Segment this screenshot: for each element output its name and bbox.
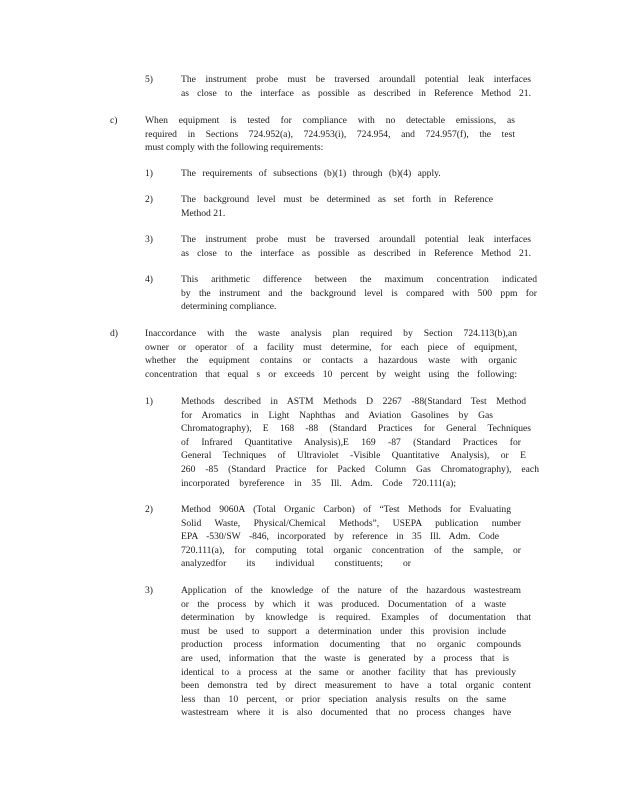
text-line: concentration that equal s or exceeds 10 percent by weight using the following: <box>145 368 517 380</box>
text-line: for Aromatics in Light Naphthas and Aviation Gasolines by Gas <box>181 409 493 421</box>
text-line: determination by knowledge is required. Examples of documentation that <box>181 612 531 624</box>
item-d2-text <box>181 503 521 571</box>
text-line: Method 9060A (Total Organic Carbon) of “Test Methods for Evaluating <box>181 504 511 515</box>
item-d3-marker: 3) <box>145 585 153 596</box>
text-line: EPA -530/SW -846, incorporated by reference in 35 Ill. Adm. Code <box>181 531 499 543</box>
text-line: production process information documenting that no organic compounds <box>181 639 521 651</box>
item-c2-text <box>181 193 493 220</box>
item-c-text <box>145 114 515 155</box>
text-line: This arithmetic difference between the maximum concentration indicated <box>181 274 537 285</box>
text-line: as close to the interface as possible as described in Reference Method 21. <box>181 247 531 259</box>
text-line: Method 21. <box>181 207 226 219</box>
item-d3-text <box>181 584 531 720</box>
item-5-marker: 5) <box>145 74 153 85</box>
text-line: The instrument probe must be traversed aroundall potential leak interfaces <box>181 74 531 85</box>
text-line: owner or operator of a facility must determine, for each piece of equipment, <box>145 341 517 353</box>
item-c3-text <box>181 233 531 260</box>
text-line: Application of the knowledge of the nature of the hazardous wastestream <box>181 585 521 596</box>
item-d1-text <box>181 395 539 490</box>
text-line: are used, information that the waste is generated by a process that is <box>181 652 509 664</box>
text-line: Chromatography), E 168 -88 (Standard Practices for General Techniques <box>181 423 531 435</box>
item-d1-marker: 1) <box>145 396 153 407</box>
item-c3-marker: 3) <box>145 234 153 245</box>
text-line: incorporated byreference in 35 Ill. Adm. Code 720.111(a); <box>181 477 456 489</box>
text-line: Methods described in ASTM Methods D 2267 -88(Standard Test Method <box>181 396 526 407</box>
text-line: analyzedfor its individual constituents; or <box>181 558 411 570</box>
item-d-text <box>145 327 517 381</box>
text-line: 720.111(a), for computing total organic concentration of the sample, or <box>181 544 521 556</box>
text-line: determining compliance. <box>181 301 277 313</box>
item-c4-text <box>181 273 537 314</box>
item-5-text <box>181 73 531 100</box>
text-line: as close to the interface as possible as described in Reference Method 21. <box>181 87 531 99</box>
text-line: 260 -85 (Standard Practice for Packed Column Gas Chromatography), each <box>181 463 539 475</box>
text-line: The requirements of subsections (b)(1) through (b)(4) apply. <box>181 168 441 179</box>
item-d-marker: d) <box>110 328 118 339</box>
text-line: must comply with the following requirements: <box>145 142 324 154</box>
text-line: identical to a process at the same or another facility that has previously <box>181 666 516 678</box>
text-line: Solid Waste, Physical/Chemical Methods”, USEPA publication number <box>181 517 521 529</box>
text-line: The instrument probe must be traversed aroundall potential leak interfaces <box>181 234 531 245</box>
text-line: whether the equipment contains or contacts a hazardous waste with organic <box>145 355 517 367</box>
item-c-marker: c) <box>110 115 118 126</box>
text-line: of Infrared Quantitative Analysis),E 169 -87 (Standard Practices for <box>181 436 521 448</box>
item-c1-text <box>181 167 531 181</box>
item-c4-marker: 4) <box>145 274 153 285</box>
item-d2-marker: 2) <box>145 504 153 515</box>
item-c1-marker: 1) <box>145 168 153 179</box>
text-line: When equipment is tested for compliance with no detectable emissions, as <box>145 115 515 126</box>
text-line: must be used to support a determination under this provision include <box>181 625 506 637</box>
text-line: been demonstra ted by direct measurement to have a total organic content <box>181 680 531 692</box>
text-line: required in Sections 724.952(a), 724.953(i), 724.954, and 724.957(f), the test <box>145 128 515 140</box>
text-line: The background level must be determined as set forth in Reference <box>181 194 493 205</box>
text-line: Inaccordance with the waste analysis plan required by Section 724.113(b),an <box>145 328 517 339</box>
text-line: General Techniques of Ultraviolet -Visible Quantitative Analysis), or E <box>181 450 526 462</box>
text-line: or the process by which it was produced. Documentation of a waste <box>181 598 506 610</box>
text-line: wastestream where it is also documented that no process changes have <box>181 707 511 719</box>
text-line: by the instrument and the background level is compared with 500 ppm for <box>181 287 537 299</box>
item-c2-marker: 2) <box>145 194 153 205</box>
text-line: less than 10 percent, or prior speciation analysis results on the same <box>181 693 506 705</box>
